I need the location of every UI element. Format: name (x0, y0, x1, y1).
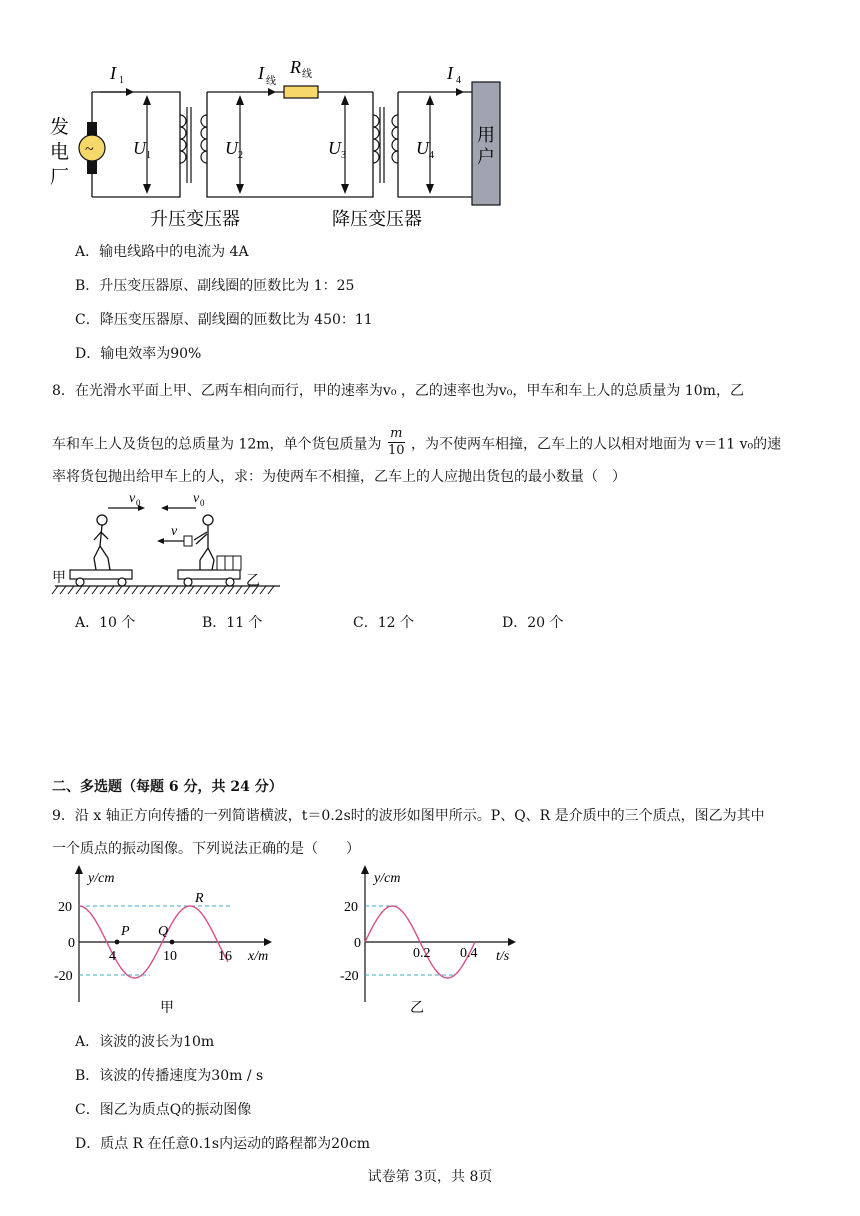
U4-sub: 4 (429, 150, 434, 161)
q7-option-a: A．输电线路中的电流为 4A (75, 244, 249, 260)
y-axis-label-yi: y/cm (374, 871, 401, 886)
transformer-circuit-diagram (40, 55, 520, 235)
v0-right-sub: 0 (200, 498, 205, 508)
q9-line2: 一个质点的振动图像。下列说法正确的是（ ） (52, 841, 360, 857)
x-axis-label-jia: x/m (248, 949, 269, 964)
q8-option-c: C．12 个 (353, 615, 414, 631)
person-jia-icon (94, 515, 110, 570)
q8-line2 (52, 428, 822, 461)
y-tick-20-yi: 20 (344, 900, 358, 915)
U1-sub: 1 (146, 150, 151, 161)
q8-option-b: B．11 个 (202, 615, 263, 631)
U2-label: U (225, 138, 238, 158)
point-Q: Q (158, 924, 169, 939)
caption-jia: 甲 (160, 1001, 174, 1016)
q9-option-b: B．该波的传播速度为30m / s (75, 1068, 264, 1084)
y-axis-label-jia: y/cm (88, 871, 115, 886)
Rline-sub: 线 (302, 69, 312, 80)
q9-option-d: D．质点 R 在任意0.1s内运动的路程都为20cm (75, 1136, 371, 1152)
I4-sub: 4 (456, 75, 461, 86)
Rline-label: R (290, 57, 301, 77)
q9-option-c: C．图乙为质点Q的振动图像 (75, 1102, 252, 1118)
user-label-1: 用 (477, 125, 495, 145)
fraction-numerator: m (388, 426, 405, 443)
v0-left-label: v (129, 491, 136, 506)
fraction-denominator: 10 (388, 443, 405, 458)
Iline-label: I (258, 63, 264, 83)
q8-line3: 率将货包抛出给甲车上的人，求：为使两车不相撞，乙车上的人应抛出货包的最小数量（ ） (52, 469, 626, 485)
gen-label-2: 电 (50, 142, 70, 163)
x-tick-4: 4 (109, 949, 116, 964)
x-tick-10: 10 (163, 949, 177, 964)
U3-sub: 3 (341, 150, 346, 161)
point-P: P (121, 924, 130, 939)
y-tick-0-jia: 0 (68, 936, 75, 951)
q8-line1: 8．在光滑水平面上甲、乙两车相向而行，甲的速率为v₀ ，乙的速率也为v₀，甲车和车上人的总质量为 10m，乙 (52, 383, 744, 399)
vibration-graph-yi (340, 862, 520, 1022)
gen-label-1: 发 (50, 117, 70, 138)
q8-option-d: D．20 个 (502, 615, 564, 631)
q8-line2-b: ，为不使两车相撞，乙车上的人以相对地面为 v＝11 v₀的速 (411, 436, 782, 453)
q8-option-a: A．10 个 (75, 615, 136, 631)
I4-label: I (447, 63, 453, 83)
q7-option-c: C．降压变压器原、副线圈的匝数比为 450：11 (75, 312, 373, 328)
t-tick-0.4: 0.4 (460, 946, 478, 961)
x-tick-16: 16 (218, 949, 232, 964)
carts-figure (50, 488, 290, 606)
wave-graph-jia (50, 862, 290, 1022)
v0-left-sub: 0 (136, 498, 141, 508)
q9-line1: 9．沿 x 轴正方向传播的一列简谐横波，t＝0.2s时的波形如图甲所示。P、Q、R 是介质中的三个质点，图乙为其中 (52, 808, 765, 824)
y-tick-0-yi: 0 (354, 936, 361, 951)
section-title: 二、多选题（每题 6 分，共 24 分） (52, 779, 283, 795)
q7-option-d: D．输电效率为90% (75, 346, 202, 362)
U3-label: U (328, 138, 341, 158)
q9-option-a: A．该波的波长为10m (75, 1034, 215, 1050)
v0-right-label: v (193, 491, 200, 506)
Iline-sub: 线 (266, 76, 276, 87)
point-R: R (195, 891, 204, 906)
U1-label: U (133, 138, 146, 158)
page-footer: 试卷第 3页，共 8页 (367, 1169, 493, 1185)
label-jia: 甲 (52, 571, 66, 586)
y-tick-20-jia: 20 (58, 900, 72, 915)
mass-fraction (388, 426, 405, 459)
caption-yi: 乙 (410, 1001, 424, 1016)
person-yi-icon (194, 515, 214, 570)
gen-label-3: 厂 (50, 167, 70, 188)
package-icon (184, 536, 192, 546)
x-axis-label-yi: t/s (496, 949, 510, 964)
y-tick-neg20-jia: -20 (54, 969, 73, 984)
tilde-symbol: ~ (85, 141, 94, 158)
I1-sub: 1 (119, 75, 124, 86)
line-resistor (284, 86, 318, 98)
y-tick-neg20-yi: -20 (340, 969, 359, 984)
v-label: v (171, 524, 178, 539)
U4-label: U (416, 138, 429, 158)
q7-option-b: B．升压变压器原、副线圈的匝数比为 1：25 (75, 278, 355, 294)
U2-sub: 2 (238, 150, 243, 161)
step-up-label: 升压变压器 (150, 209, 240, 229)
q8-line2-a: 车和车上人及货包的总质量为 12m，单个货包质量为 (52, 436, 382, 453)
t-tick-0.2: 0.2 (413, 946, 431, 961)
label-yi: 乙 (246, 574, 260, 589)
I1-label: I (110, 63, 116, 83)
step-down-label: 降压变压器 (332, 209, 422, 229)
user-label-2: 户 (477, 147, 495, 167)
